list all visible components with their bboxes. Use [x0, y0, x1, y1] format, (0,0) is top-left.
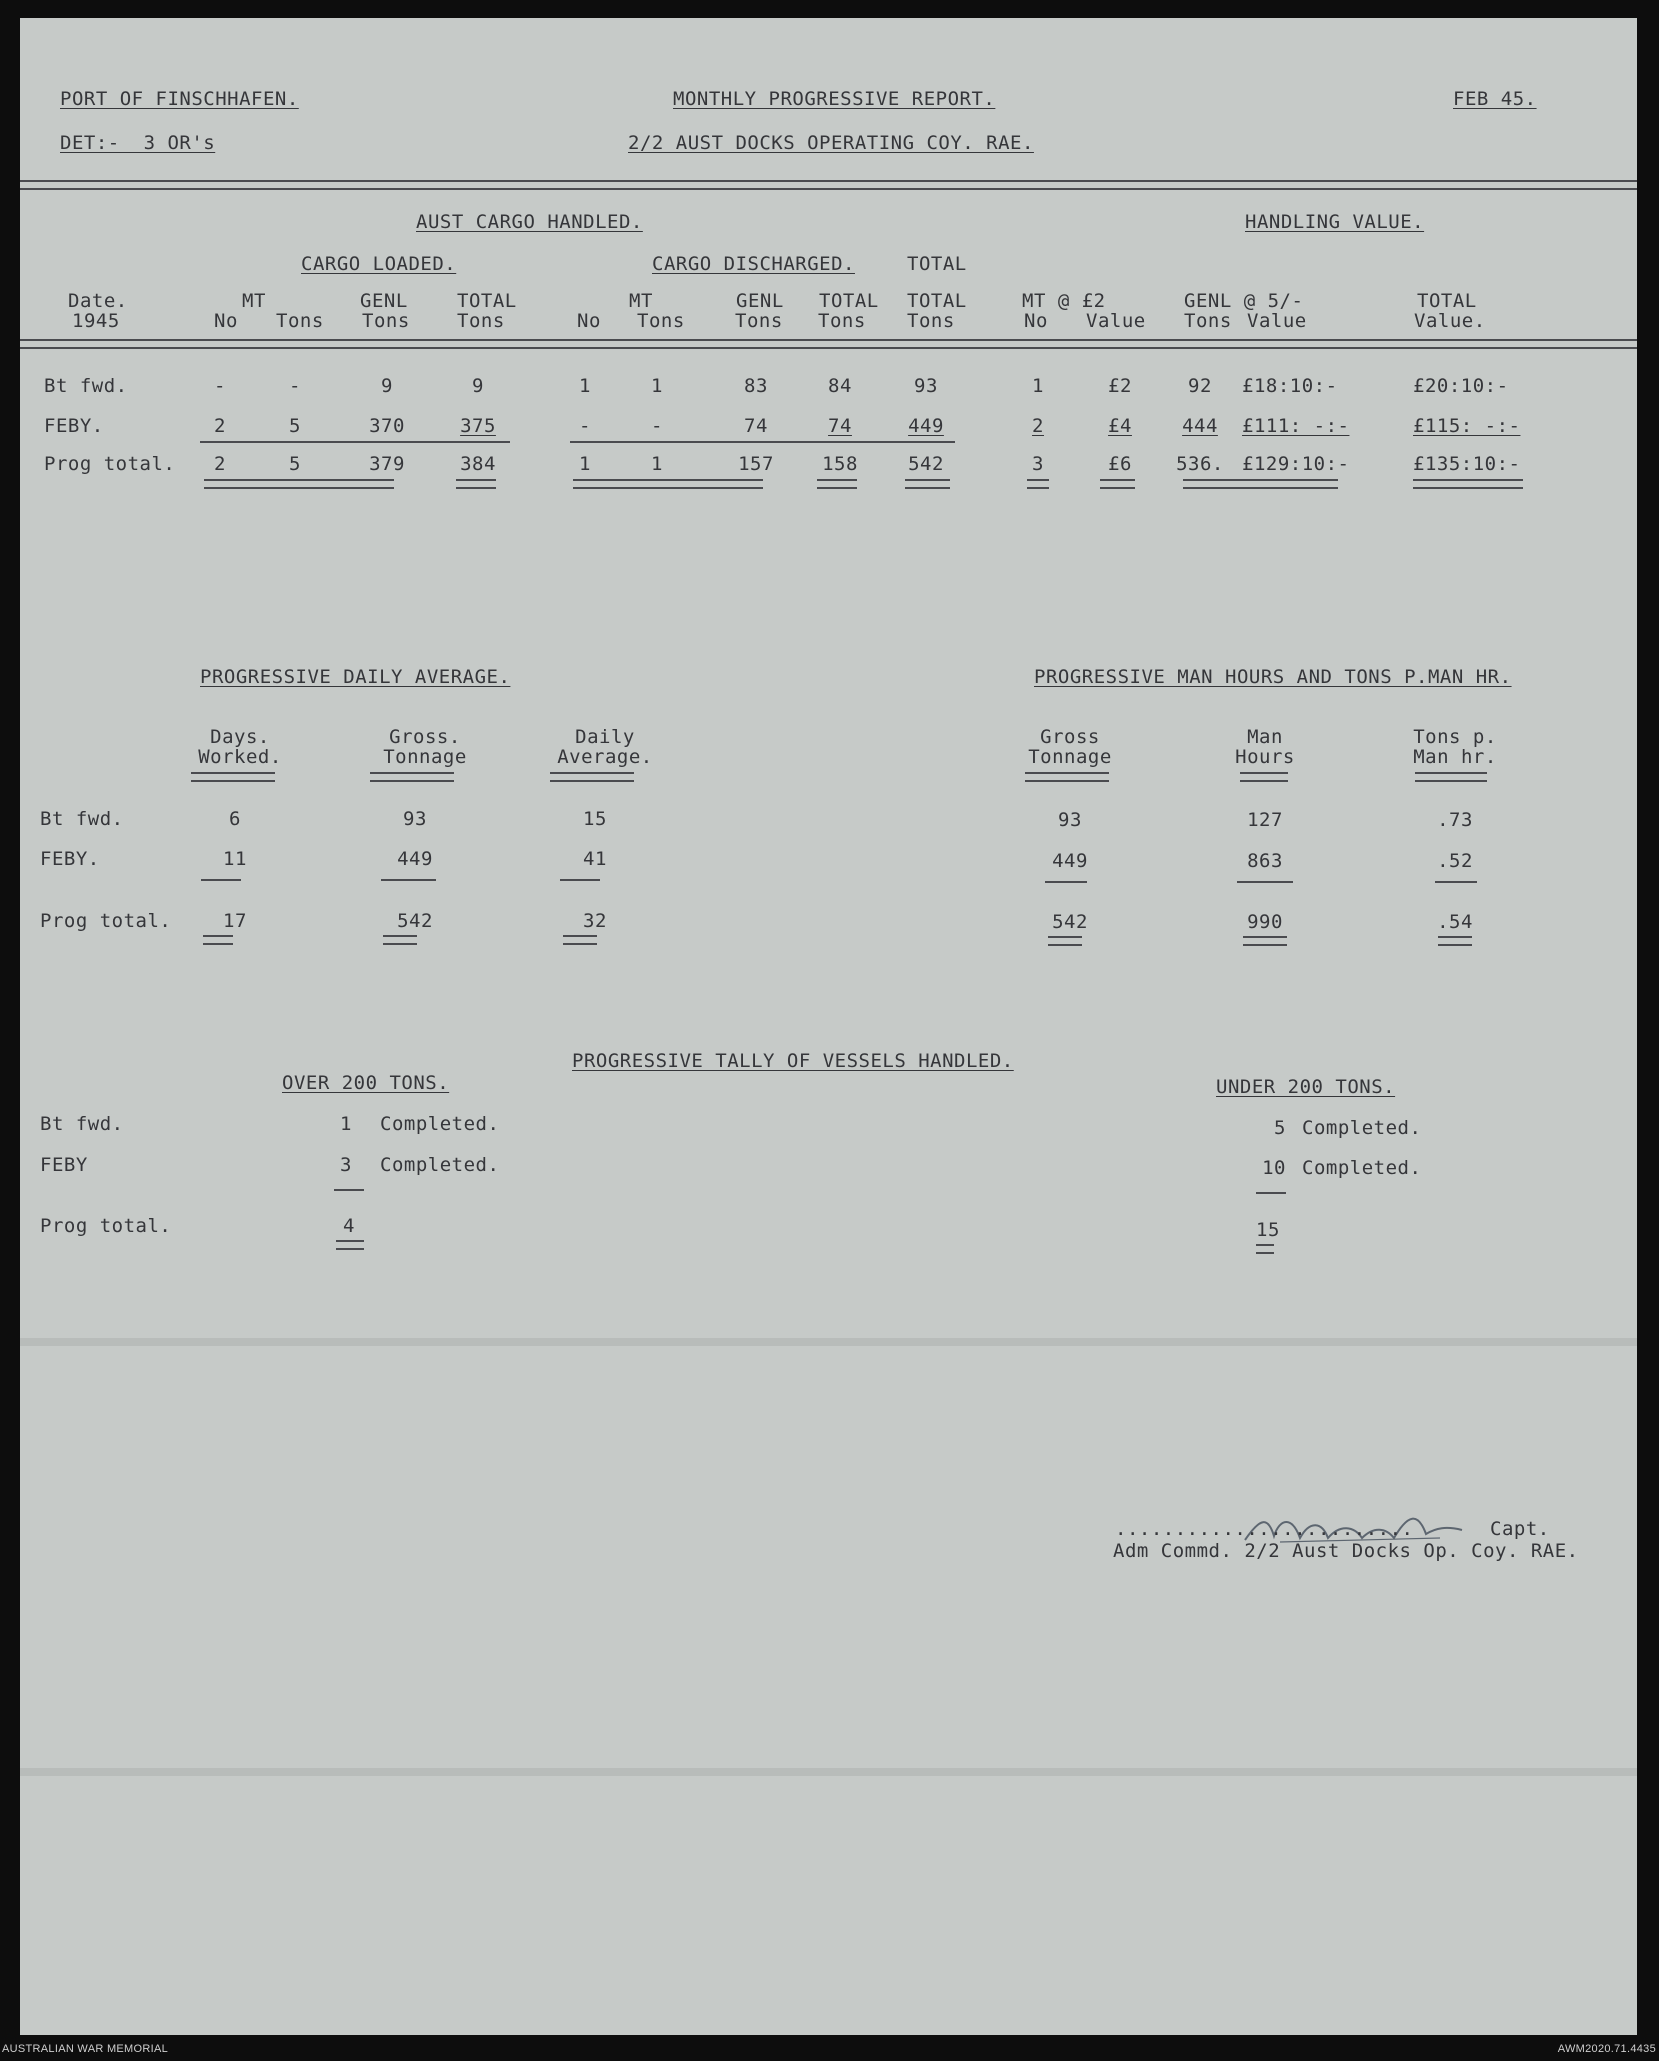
vessel-row-label: Prog total.	[40, 1215, 172, 1237]
signature-rank: Capt.	[1490, 1518, 1550, 1540]
total-rule	[203, 935, 233, 945]
signature-dots: .........................	[1115, 1518, 1414, 1540]
cell-g-val: £129:10:-	[1242, 453, 1350, 475]
fold-crease	[20, 1338, 1637, 1346]
cell-v-no: 2	[1032, 415, 1044, 437]
footer-archive: AUSTRALIAN WAR MEMORIAL	[2, 2043, 169, 2055]
cell-total: 375	[460, 415, 496, 437]
col-d-tons: Tons	[637, 310, 685, 332]
col-worked: Worked.	[198, 746, 282, 768]
cell-mt-tons: 5	[289, 453, 301, 475]
mh-gross: 542	[1052, 911, 1088, 933]
handling-value-title: HANDLING VALUE.	[1245, 211, 1425, 233]
cell-d-no: -	[579, 415, 591, 437]
vessel-row-label: FEBY	[40, 1154, 88, 1176]
cell-total: 384	[460, 453, 496, 475]
detachment: DET:- 3 OR's	[60, 132, 216, 154]
col-d-genl-tons: Tons	[735, 310, 783, 332]
daily-row-label: FEBY.	[40, 848, 100, 870]
col-total-grand: TOTAL	[907, 290, 967, 312]
cell-d-total: 74	[828, 415, 852, 437]
signature-title: Adm Commd. 2/2 Aust Docks Op. Coy. RAE.	[1113, 1540, 1579, 1562]
row-label: FEBY.	[44, 415, 104, 437]
under-status: Completed.	[1302, 1117, 1422, 1139]
total-rule	[204, 479, 394, 489]
cargo-title: AUST CARGO HANDLED.	[416, 211, 643, 233]
cell-g-tons: 444	[1182, 415, 1218, 437]
header-rule	[550, 772, 634, 782]
daily-avg: 15	[583, 808, 607, 830]
cell-grand: 449	[908, 415, 944, 437]
col-mt-value: MT @ £2	[1022, 290, 1106, 312]
col-daily: Daily	[575, 726, 635, 748]
document-page	[20, 18, 1637, 2035]
subtotal-line	[1045, 881, 1087, 883]
daily-gross: 449	[397, 848, 433, 870]
cell-v-no: 3	[1032, 453, 1044, 475]
subtotal-line	[1256, 1192, 1286, 1194]
col-man-hr: Man hr.	[1413, 746, 1497, 768]
col-tons-per: Tons p.	[1413, 726, 1497, 748]
report-title: MONTHLY PROGRESSIVE REPORT.	[673, 88, 996, 110]
cell-mt-no: 2	[214, 415, 226, 437]
header-rule	[1240, 772, 1288, 782]
total-title: TOTAL	[907, 253, 967, 275]
cell-d-genl: 74	[744, 415, 768, 437]
col-genl-tons: Tons	[362, 310, 410, 332]
col-total: TOTAL	[457, 290, 517, 312]
cell-g-tons: 536.	[1176, 453, 1224, 475]
unit-name: 2/2 AUST DOCKS OPERATING COY. RAE.	[628, 132, 1034, 154]
total-rule	[383, 935, 417, 945]
header-rule	[370, 772, 454, 782]
daily-gross: 93	[403, 808, 427, 830]
subtotal-line	[1237, 881, 1293, 883]
header-rule	[1415, 772, 1487, 782]
mh-hours: 127	[1247, 809, 1283, 831]
mh-rate: .54	[1437, 911, 1473, 933]
col-t-value: Value.	[1414, 310, 1486, 332]
cell-g-val: £18:10:-	[1242, 375, 1338, 397]
subtotal-line	[381, 879, 436, 881]
col-total-tons: Tons	[457, 310, 505, 332]
under-count: 5	[1274, 1117, 1286, 1139]
over-count: 4	[343, 1215, 355, 1237]
col-tonnage: Tonnage	[383, 746, 467, 768]
total-rule	[817, 479, 857, 489]
cell-d-no: 1	[579, 453, 591, 475]
man-hours-title: PROGRESSIVE MAN HOURS AND TONS P.MAN HR.	[1034, 666, 1512, 688]
cell-v-val: £4	[1108, 415, 1132, 437]
total-rule	[1413, 479, 1523, 489]
cell-d-tons: -	[651, 415, 663, 437]
row-label: Bt fwd.	[44, 375, 128, 397]
daily-days: 17	[223, 910, 247, 932]
fold-crease	[20, 1768, 1637, 1776]
total-rule	[1438, 936, 1472, 946]
cell-grand: 542	[908, 453, 944, 475]
cell-genl: 370	[369, 415, 405, 437]
daily-average-title: PROGRESSIVE DAILY AVERAGE.	[200, 666, 511, 688]
over-status: Completed.	[380, 1113, 500, 1135]
header-rule	[1025, 772, 1109, 782]
underline-loaded	[200, 441, 510, 443]
cell-d-total: 84	[828, 375, 852, 397]
port-name: PORT OF FINSCHHAFEN.	[60, 88, 299, 110]
cell-g-val: £111: -:-	[1242, 415, 1350, 437]
cell-d-genl: 157	[738, 453, 774, 475]
mh-hours: 990	[1247, 911, 1283, 933]
mh-gross: 93	[1058, 809, 1082, 831]
col-genl-value: GENL @ 5/-	[1184, 290, 1304, 312]
col-genl: GENL	[360, 290, 408, 312]
col-g-tons: Tons	[1184, 310, 1232, 332]
cell-g-tons: 92	[1188, 375, 1212, 397]
col-v-no: No	[1024, 310, 1048, 332]
mh-hours: 863	[1247, 850, 1283, 872]
col-year: 1945	[72, 310, 120, 332]
col-gross: Gross.	[389, 726, 461, 748]
cell-d-tons: 1	[651, 375, 663, 397]
daily-days: 11	[223, 848, 247, 870]
footer-reference: AWM2020.71.4435	[1557, 2043, 1656, 2055]
daily-days: 6	[229, 808, 241, 830]
cell-t-val: £115: -:-	[1413, 415, 1521, 437]
col-date: Date.	[68, 290, 128, 312]
col-mt-tons: Tons	[276, 310, 324, 332]
header-rule	[20, 339, 1637, 349]
col-genl-discharged: GENL	[736, 290, 784, 312]
daily-row-label: Bt fwd.	[40, 808, 124, 830]
under-count: 15	[1256, 1219, 1280, 1241]
separator-rule	[20, 180, 1637, 190]
cell-genl: 9	[381, 375, 393, 397]
mh-gross: 449	[1052, 850, 1088, 872]
total-rule	[1243, 936, 1287, 946]
col-g-value: Value	[1247, 310, 1307, 332]
cargo-loaded-title: CARGO LOADED.	[301, 253, 457, 275]
total-rule	[1256, 1244, 1274, 1254]
col-mt-no: No	[214, 310, 238, 332]
vessels-title: PROGRESSIVE TALLY OF VESSELS HANDLED.	[572, 1050, 1014, 1072]
cell-grand: 93	[914, 375, 938, 397]
col-mt-discharged: MT	[629, 290, 653, 312]
subtotal-line	[334, 1189, 364, 1191]
daily-row-label: Prog total.	[40, 910, 172, 932]
col-d-total-tons: Tons	[818, 310, 866, 332]
subtotal-line	[560, 879, 600, 881]
daily-gross: 542	[397, 910, 433, 932]
cell-mt-no: 2	[214, 453, 226, 475]
under-200-title: UNDER 200 TONS.	[1216, 1076, 1396, 1098]
cell-mt-tons: -	[289, 375, 301, 397]
cell-d-genl: 83	[744, 375, 768, 397]
cell-d-no: 1	[579, 375, 591, 397]
subtotal-line	[1435, 881, 1477, 883]
total-rule	[573, 479, 763, 489]
total-rule	[563, 935, 597, 945]
daily-avg: 32	[583, 910, 607, 932]
total-rule	[905, 479, 950, 489]
cell-mt-no: -	[214, 375, 226, 397]
cell-d-tons: 1	[651, 453, 663, 475]
cell-mt-tons: 5	[289, 415, 301, 437]
total-rule	[336, 1240, 364, 1250]
cell-v-no: 1	[1032, 375, 1044, 397]
mh-rate: .73	[1437, 809, 1473, 831]
col-mt: MT	[242, 290, 266, 312]
col-tonnage: Tonnage	[1028, 746, 1112, 768]
col-grand-tons: Tons	[907, 310, 955, 332]
col-gross: Gross	[1040, 726, 1100, 748]
under-status: Completed.	[1302, 1157, 1422, 1179]
col-man: Man	[1247, 726, 1283, 748]
total-rule	[456, 479, 496, 489]
total-rule	[1100, 479, 1135, 489]
vessel-row-label: Bt fwd.	[40, 1113, 124, 1135]
over-status: Completed.	[380, 1154, 500, 1176]
underline-discharged	[570, 441, 955, 443]
col-total-value: TOTAL	[1417, 290, 1477, 312]
over-count: 1	[340, 1113, 352, 1135]
subtotal-line	[201, 879, 241, 881]
total-rule	[1027, 479, 1049, 489]
daily-avg: 41	[583, 848, 607, 870]
col-days: Days.	[210, 726, 270, 748]
total-rule	[1048, 936, 1082, 946]
total-rule	[1183, 479, 1338, 489]
cell-d-total: 158	[822, 453, 858, 475]
col-average: Average.	[557, 746, 653, 768]
mh-rate: .52	[1437, 850, 1473, 872]
report-month: FEB 45.	[1453, 88, 1537, 110]
cell-t-val: £135:10:-	[1413, 453, 1521, 475]
header-rule	[191, 772, 275, 782]
col-total-discharged: TOTAL	[819, 290, 879, 312]
col-d-no: No	[577, 310, 601, 332]
cell-genl: 379	[369, 453, 405, 475]
cell-v-val: £6	[1108, 453, 1132, 475]
cell-v-val: £2	[1108, 375, 1132, 397]
cell-t-val: £20:10:-	[1413, 375, 1509, 397]
row-label: Prog total.	[44, 453, 176, 475]
under-count: 10	[1262, 1157, 1286, 1179]
over-count: 3	[340, 1154, 352, 1176]
cargo-discharged-title: CARGO DISCHARGED.	[652, 253, 855, 275]
over-200-title: OVER 200 TONS.	[282, 1072, 450, 1094]
cell-total: 9	[472, 375, 484, 397]
col-v-value: Value	[1086, 310, 1146, 332]
col-hours: Hours	[1235, 746, 1295, 768]
